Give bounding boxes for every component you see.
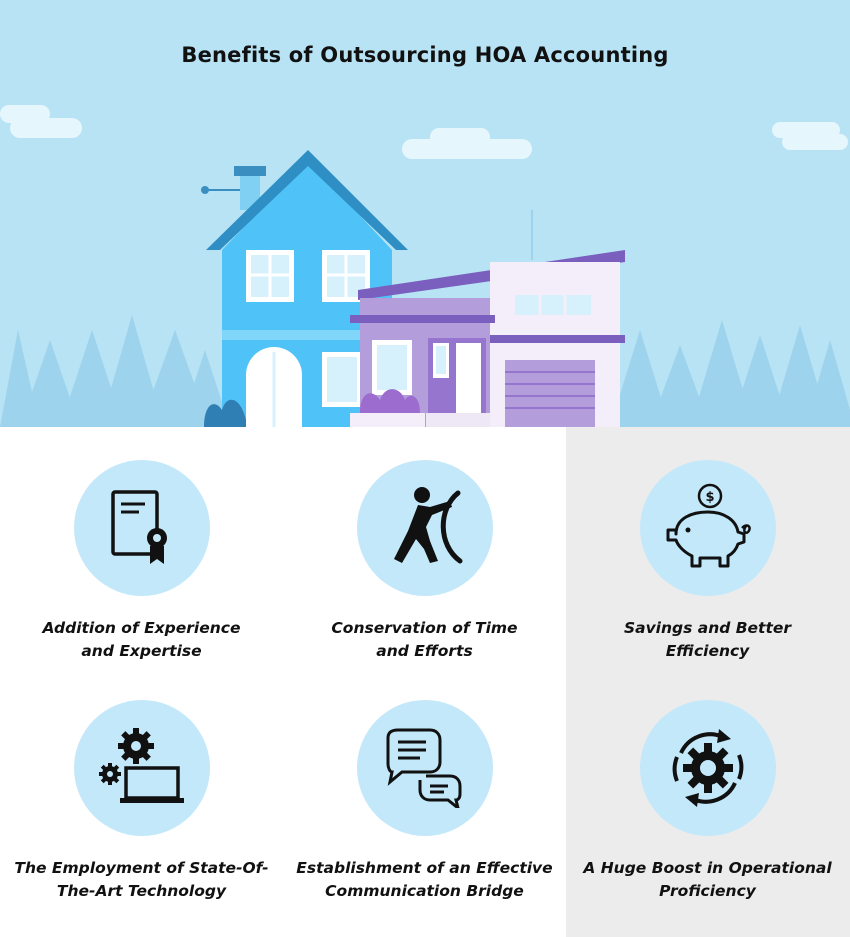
benefit-label: Conservation of Time and Efforts — [331, 619, 518, 660]
benefit-icon-circle — [640, 460, 776, 596]
benefit-card — [0, 427, 283, 667]
gear-cycle-icon — [663, 723, 753, 813]
benefit-label: The Employment of State-Of- The-Art Technology — [14, 859, 269, 900]
benefit-label: A Huge Boost in Operational Proficiency — [583, 859, 832, 900]
benefit-icon-circle — [357, 460, 493, 596]
benefit-icon-circle — [74, 460, 210, 596]
clouds — [0, 105, 848, 159]
benefit-card — [283, 667, 566, 907]
piggy-bank-icon — [662, 482, 754, 574]
hero-banner — [0, 0, 850, 427]
laptop-gears-icon — [96, 728, 188, 808]
benefit-label: Addition of Experience and Expertise — [42, 619, 241, 660]
benefit-icon-circle — [74, 700, 210, 836]
benefit-card — [566, 427, 849, 667]
benefit-card — [566, 667, 849, 907]
pushing-person-icon — [380, 483, 470, 573]
certificate-icon — [107, 488, 177, 568]
svg-text:$: $ — [705, 490, 715, 505]
page-title: Benefits of Outsourcing HOA Accounting — [181, 43, 669, 67]
benefit-label: Savings and Better Efficiency — [623, 619, 792, 660]
benefit-label: Establishment of an Effective Communication Bridge — [296, 859, 553, 900]
chat-bubbles-icon — [380, 728, 470, 808]
benefit-icon-circle — [357, 700, 493, 836]
benefit-icon-circle — [640, 700, 776, 836]
benefit-card — [0, 667, 283, 907]
benefits-grid — [0, 427, 850, 937]
benefit-card — [283, 427, 566, 667]
